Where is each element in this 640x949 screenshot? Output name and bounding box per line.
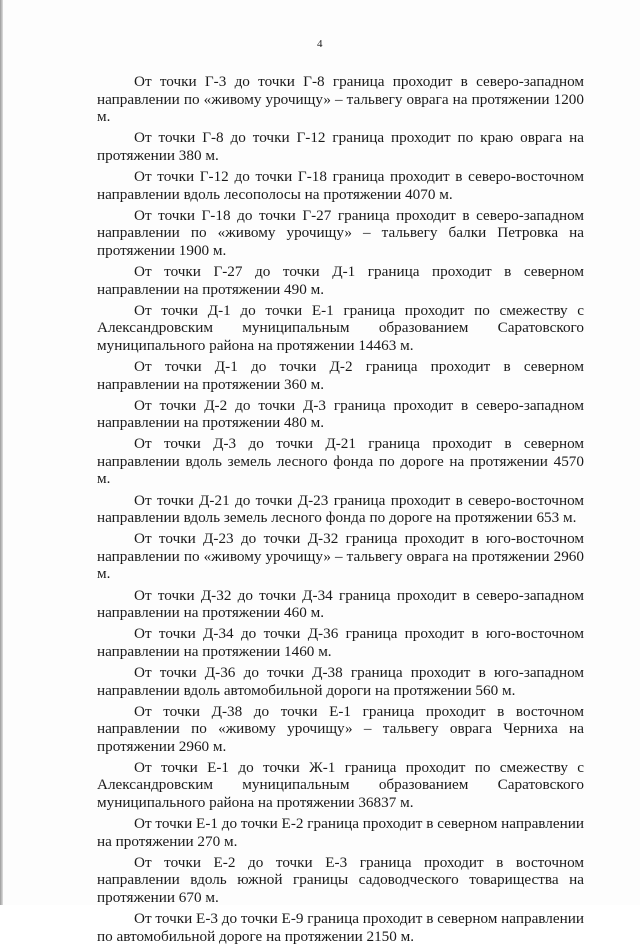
scan-edge (0, 0, 3, 905)
paragraph: От точки Г-12 до точки Г-18 граница проходит в северо-восточном направлении вдоль лесополосы на протяжении 4070 м. (97, 167, 584, 203)
paragraph: От точки Д-34 до точки Д-36 граница проходит в юго-восточном направлении на протяжении 1460 м. (97, 625, 584, 660)
paragraph: От точки Е-2 до точки Е-3 граница проходит в восточном направлении вдоль южной границы садоводческого товарищества на протяжении 670 м. (97, 853, 584, 907)
paragraph: От точки Г-27 до точки Д-1 граница проходит в северном направлении на протяжении 490 м. (97, 262, 584, 298)
paragraph: От точки Д-3 до точки Д-21 граница проходит в северном направлении вдоль земель лесного фонда по дороге на протяжении 4570 м. (97, 435, 584, 488)
paragraph: От точки Г-3 до точки Г-8 граница проходит в северо-западном направлении по «живому урочищу» – тальвегу оврага на протяжении 1200 м. (97, 73, 584, 126)
paragraph: От точки Д-36 до точки Д-38 граница проходит в юго-западном направлении вдоль автомобильной дороги на протяжении 560 м. (97, 663, 584, 699)
paragraph: От точки Е-3 до точки Е-9 граница проходит в северном направлении по автомобильной дороге на протяжении 2150 м. (97, 910, 584, 945)
paragraph: От точки Д-1 до точки Е-1 граница проходит по смежеству с Александровским муниципальным образованием Саратовского муниципального района на протяжении 14463 м. (97, 301, 584, 354)
paragraph: От точки Е-1 до точки Ж-1 граница проходит по смежеству с Александровским муниципальным образованием Саратовского муниципального района на протяжении 36837 м. (97, 758, 584, 812)
paragraph: От точки Е-1 до точки Е-2 граница проходит в северном направлении на протяжении 270 м. (97, 815, 584, 850)
paragraph: От точки Д-2 до точки Д-3 граница проходит в северо-западном направлении на протяжении 480 м. (97, 396, 584, 432)
paragraph: От точки Д-38 до точки Е-1 граница проходит в восточном направлении по «живому урочищу» – тальвегу оврага Черниха на протяжении 2960 м. (97, 702, 584, 755)
paragraph: От точки Д-21 до точки Д-23 граница проходит в северо-восточном направлении вдоль земель лесного фонда по дороге на протяжении 653 м. (97, 491, 584, 527)
page-number: 4 (317, 38, 323, 50)
paragraph: От точки Д-32 до точки Д-34 граница проходит в северо-западном направлении на протяжении 460 м. (97, 586, 584, 622)
paragraph: От точки Г-18 до точки Г-27 граница проходит в северо-западном направлении по «живому урочищу» – тальвегу балки Петровка на протяжении 1900 м. (97, 206, 584, 259)
paragraph: От точки Д-23 до точки Д-32 граница проходит в юго-восточном направлении по «живому урочищу» – тальвегу оврага на протяжении 2960 м. (97, 530, 584, 583)
paragraph: От точки Д-1 до точки Д-2 граница проходит в северном направлении на протяжении 360 м. (97, 357, 584, 393)
paragraph: От точки Г-8 до точки Г-12 граница проходит по краю оврага на протяжении 380 м. (97, 129, 584, 164)
document-body (97, 73, 584, 949)
